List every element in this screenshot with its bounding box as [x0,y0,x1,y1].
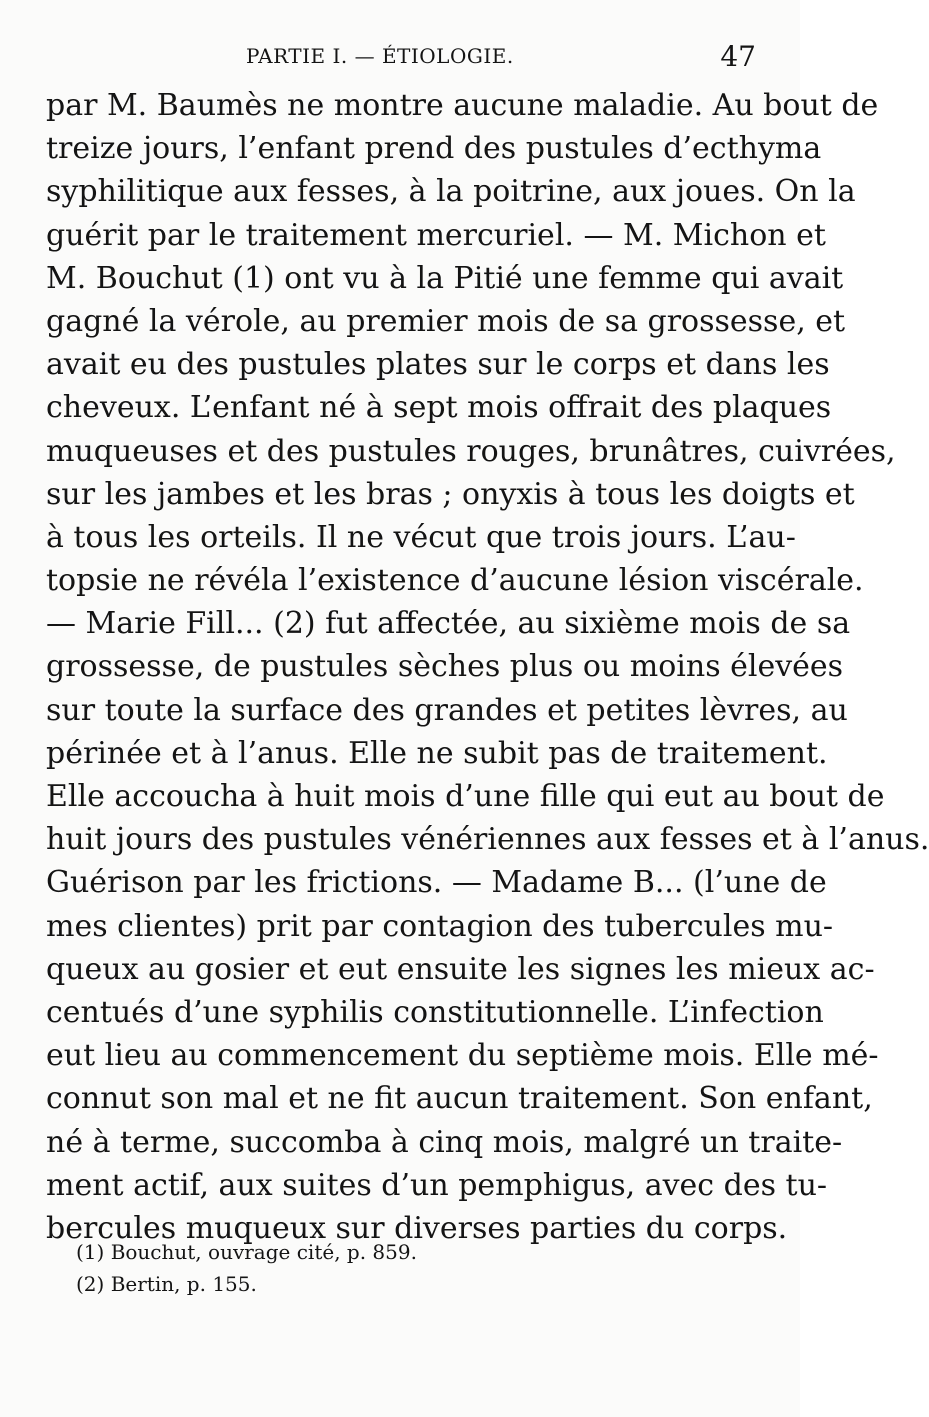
text-line: connut son mal et ne fit aucun traitement. Son enfant, [46,1081,873,1117]
body-text [46,84,929,1250]
text-line: mes clientes) prit par contagion des tubercules mu- [46,908,834,944]
text-line: cheveux. L’enfant né à sept mois offrait des plaques [46,390,832,426]
text-line: par M. Baumès ne montre aucune maladie. Au bout de [46,88,879,123]
text-line: centués d’une syphilis constitutionnelle. L’infection [46,994,824,1030]
text-line: bercules muqueux sur diverses parties du corps. [46,1210,788,1246]
text-line: Guérison par les frictions. — Madame B... (l’une de [46,865,827,901]
text-line: eut lieu au commencement du septième mois. Elle mé- [46,1038,879,1074]
page-number: 47 [720,40,756,73]
text-line: avait eu des pustules plates sur le corps et dans les [46,347,830,383]
text-line: ment actif, aux suites d’un pemphigus, avec des tu- [46,1167,828,1203]
footnote: (2) Bertin, p. 155. [76,1272,257,1296]
footnotes [76,1236,756,1300]
page-header [46,40,758,80]
text-line: grossesse, de pustules sèches plus ou moins élevées [46,649,844,685]
text-line: muqueuses et des pustules rouges, brunâtres, cuivrées, [46,433,896,469]
text-line: Elle accoucha à huit mois d’une fille qui eut au bout de [46,779,885,814]
text-line: à tous les orteils. Il ne vécut que trois jours. L’au- [46,519,796,555]
text-line: — Marie Fill... (2) fut affectée, au sixième mois de sa [46,606,851,642]
text-line: treize jours, l’enfant prend des pustules d’ecthyma [46,131,822,167]
text-line: sur les jambes et les bras ; onyxis à tous les doigts et [46,476,855,512]
text-line: syphilitique aux fesses, à la poitrine, aux joues. On la [46,174,856,210]
text-line: périnée et à l’anus. Elle ne subit pas de traitement. [46,735,828,771]
text-line: huit jours des pustules vénériennes aux fesses et à l’anus. [46,822,929,858]
footnote: (1) Bouchut, ouvrage cité, p. 859. [76,1240,417,1264]
text-line: guérit par le traitement mercuriel. — M. Michon et [46,217,826,253]
text-line: sur toute la surface des grandes et petites lèvres, au [46,692,848,728]
text-line: M. Bouchut (1) ont vu à la Pitié une femme qui avait [46,260,844,296]
text-line: topsie ne révéla l’existence d’aucune lésion viscérale. [46,563,864,599]
text-line: né à terme, succomba à cinq mois, malgré un traite- [46,1124,843,1160]
running-title: PARTIE I. — ÉTIOLOGIE. [246,44,514,68]
text-line: queux au gosier et eut ensuite les signes les mieux ac- [46,951,875,987]
text-line: gagné la vérole, au premier mois de sa grossesse, et [46,303,846,339]
